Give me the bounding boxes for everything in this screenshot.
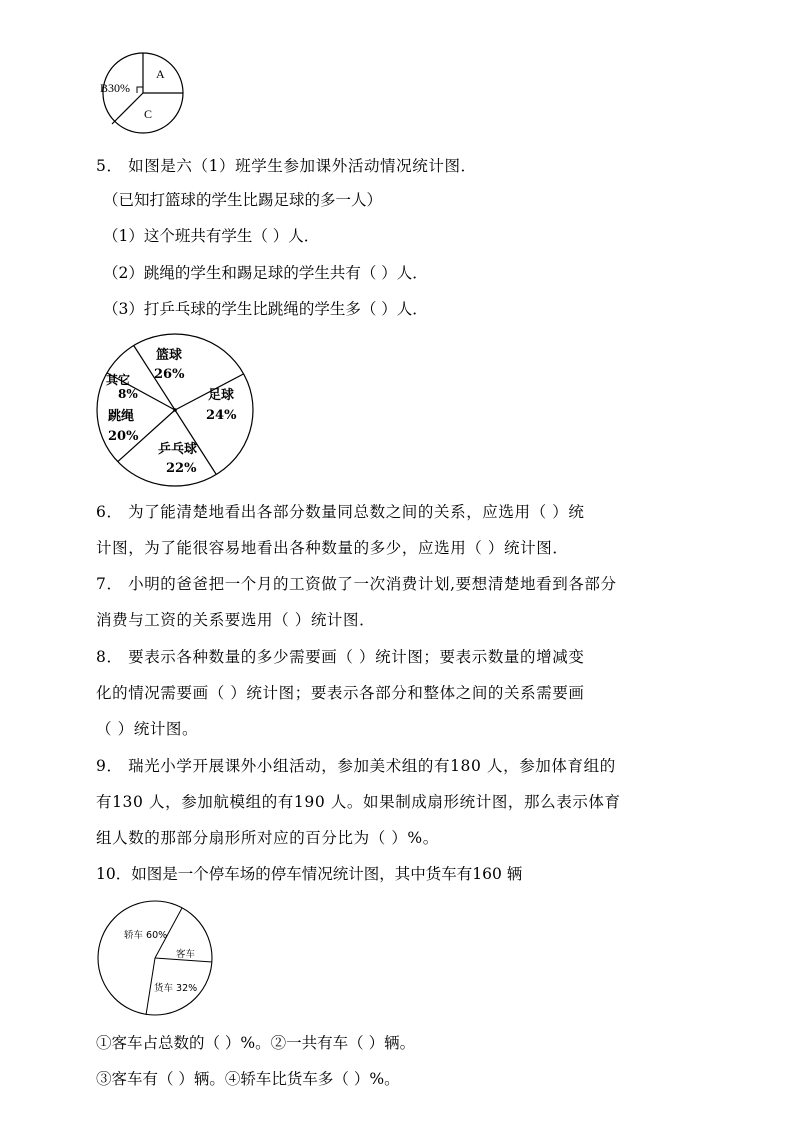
pie-activities-name-basketball: 篮球 [156,348,183,363]
q9-line3: 组人数的那部分扇形所对应的百分比为（ ）%。 [96,829,439,847]
pie-parking-label-bus: 客车 [176,949,196,960]
q8-line1: 8． 要表示各种数量的多少需要画（ ）统计图；要表示数量的增减变 [96,648,585,666]
pie-activities-name-football: 足球 [208,388,235,403]
q8-line2: 化的情况需要画（ ）统计图；要表示各部分和整体之间的关系需要画 [96,684,585,702]
pie-activities-pct-jumprope: 20% [108,429,139,444]
q10-sub1: ①客车占总数的（ ）%。②一共有车（ ）辆。 [96,1034,416,1052]
pie-abc-label-b: B30% [100,81,130,95]
q9-line1: 9． 瑞光小学开展课外小组活动，参加美术组的有180 人，参加体育组的 [96,757,616,775]
q10-sub2: ③客车有（ ）辆。④轿车比货车多（ ）%。 [96,1070,400,1088]
q5-note: （已知打篮球的学生比踢足球的多一人） [103,191,383,209]
q7-line1: 7． 小明的爸爸把一个月的工资做了一次消费计划,要想清楚地看到各部分 [96,575,617,593]
pie-activities-center [173,408,177,412]
q5-sub1: （1）这个班共有学生（ ）人． [103,227,320,245]
pie-chart-abc [96,48,188,136]
pie-activities-name-jumprope: 跳绳 [108,409,135,424]
pie-parking-label-truck: 货车 32% [154,983,198,994]
q6-line1: 6． 为了能清楚地看出各部分数量同总数之间的关系，应选用（ ）统 [96,503,585,521]
q5-sub3: （3）打乒乓球的学生比跳绳的学生多（ ）人． [103,300,428,318]
q8-line3: （ ）统计图。 [96,720,199,738]
q9-line2: 有130 人，参加航模组的有190 人。如果制成扇形统计图，那么表示体育 [96,793,621,811]
q6-line2: 计图，为了能很容易地看出各种数量的多少，应选用（ ）统计图． [96,539,569,557]
pie-parking-label-car: 轿车 60% [124,930,168,941]
q5-title: 5． 如图是六（1）班学生参加课外活动情况统计图． [96,157,477,175]
pie-chart-activities [90,330,266,490]
pie-activities-name-other: 其它 [106,373,131,387]
pie-activities-pct-football: 24% [206,408,237,423]
pie-activities-pct-other: 8% [118,387,138,401]
pie-abc-label-c: C [144,107,153,121]
pie-activities-pct-pingpong: 22% [166,461,197,476]
pie-chart-parking [94,898,218,1020]
pie-activities-name-pingpong: 乒乓球 [158,442,198,457]
pie-activities-pct-basketball: 26% [154,367,185,382]
pie-abc-label-a: A [156,67,165,81]
q5-sub2: （2）跳绳的学生和踢足球的学生共有（ ）人． [103,264,428,282]
q10-title: 10．如图是一个停车场的停车情况统计图，其中货车有160 辆 [96,865,523,883]
q7-line2: 消费与工资的关系要选用（ ）统计图． [96,611,376,629]
